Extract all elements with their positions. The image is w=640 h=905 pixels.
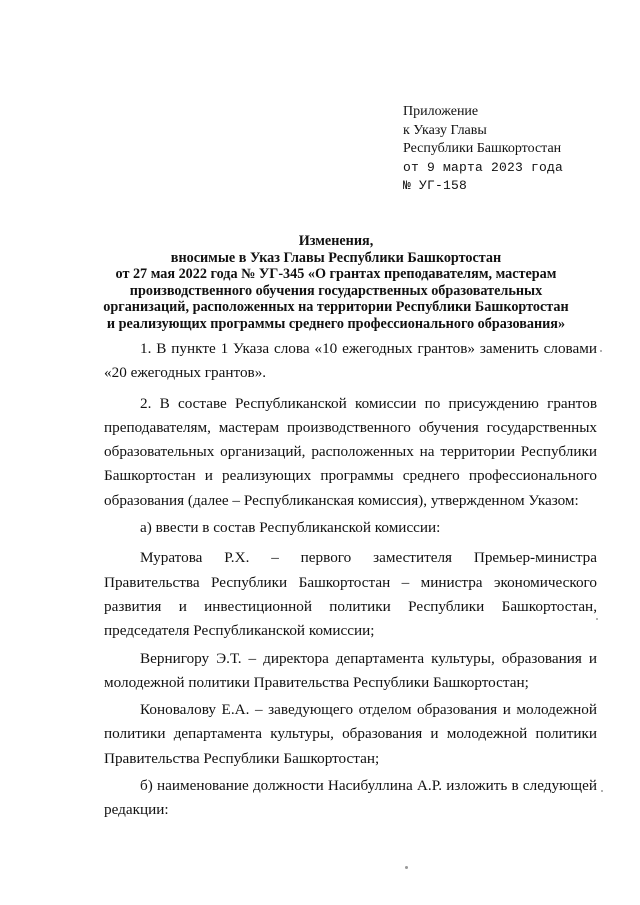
paragraph-6: Коновалову Е.А. – заведующего отделом образования и молодежной политики департамента культуры, образования и молодежной политики Правительства Республики Башкортостан; [104, 701, 597, 767]
scan-speck [405, 866, 408, 869]
scan-speck [596, 618, 598, 620]
title-line-4: производственного обучения государственных образовательных [129, 282, 543, 299]
title-line-5: организаций, расположенных на территории Республики Башкортостан [103, 299, 569, 316]
scan-speck [600, 350, 602, 352]
appendix-number: № УГ-158 [403, 178, 468, 193]
paragraph-4: Муратова Р.Х. – первого заместителя Премьер-министра Правительства Республики Башкортостан – министра экономического развития и инвестиционной политики Республики Башкортостан, председателя Республиканской комиссии; [104, 549, 597, 640]
title-line-1: Изменения, [298, 233, 374, 249]
appendix-header [403, 103, 623, 196]
paragraph-7: б) наименование должности Насибуллина А.Р. изложить в следующей редакции: [104, 777, 597, 819]
paragraph-3: а) ввести в состав Республиканской комиссии: [140, 519, 441, 537]
appendix-label: Приложение [403, 104, 479, 119]
document-body [104, 337, 597, 823]
title-line-3: от 27 мая 2022 года № УГ-345 «О грантах преподавателям, мастерам [115, 266, 557, 283]
paragraph-5: Вернигору Э.Т. – директора департамента культуры, образования и молодежной политики Правительства Республики Башкортостан; [104, 649, 597, 691]
title-line-2: вносимые в Указ Главы Республики Башкортостан [170, 249, 502, 266]
appendix-decree-ref: к Указу Главы [403, 122, 487, 138]
document-title [96, 233, 576, 333]
appendix-date: от 9 марта 2023 года [403, 159, 564, 175]
paragraph-1: 1. В пункте 1 Указа слова «10 ежегодных грантов» заменить словами «20 ежегодных грантов». [104, 340, 597, 382]
appendix-republic: Республики Башкортостан [403, 141, 562, 156]
paragraph-2: 2. В составе Республиканской комиссии по присуждению грантов преподавателям, мастерам производственного обучения государственных образовательных организаций, расположенных на территории Республики Башкортостан и реализующих программы среднего профессионального образования (далее – Республиканская комиссия), утвержденном Указом: [104, 394, 597, 509]
scan-speck [601, 790, 603, 792]
title-line-6: и реализующих программы среднего профессионального образования» [106, 315, 566, 332]
